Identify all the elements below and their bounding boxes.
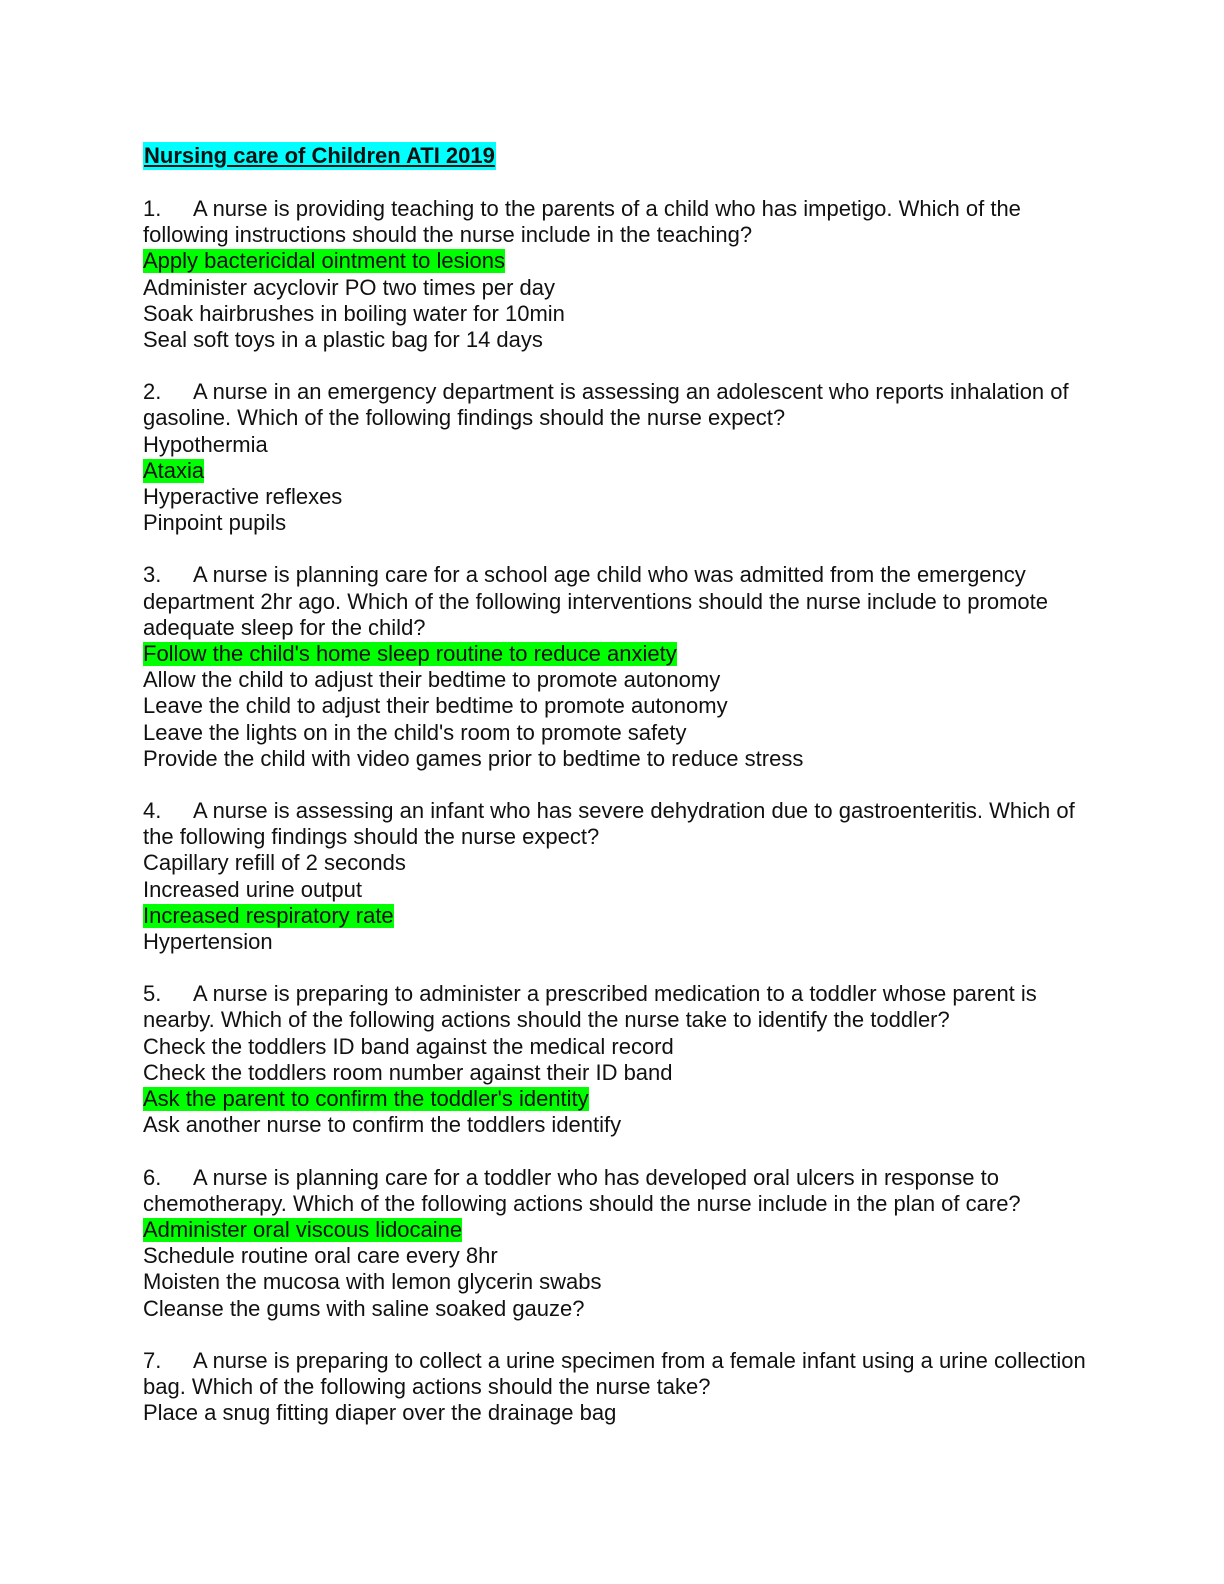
answer-option bbox=[143, 432, 1103, 458]
question-text: A nurse is assessing an infant who has severe dehydration due to gastroenteritis. Which of the following findings should the nurse expect? bbox=[143, 798, 1075, 850]
question-text: A nurse is planning care for a school age child who was admitted from the emergency department 2hr ago. Which of the following interventions should the nurse include to promote adequate sleep for the child? bbox=[143, 562, 1048, 640]
answer-option-text: Administer oral viscous lidocaine bbox=[143, 1216, 463, 1242]
answer-option-correct bbox=[143, 1086, 1103, 1112]
answer-option-text: Follow the child's home sleep routine to reduce anxiety bbox=[143, 641, 677, 667]
question-number: 4. bbox=[143, 798, 162, 824]
answer-option-text: Ask the parent to confirm the toddler's identity bbox=[143, 1086, 589, 1112]
question-block bbox=[143, 379, 1103, 536]
question-block bbox=[143, 1348, 1103, 1427]
question-text: A nurse in an emergency department is assessing an adolescent who reports inhalation of gasoline. Which of the following findings should the nurse expect? bbox=[143, 379, 1069, 431]
answer-option bbox=[143, 1269, 1103, 1295]
answer-option bbox=[143, 301, 1103, 327]
answer-option-text: Check the toddlers room number against their ID band bbox=[143, 1059, 673, 1085]
answer-option bbox=[143, 327, 1103, 353]
answer-option bbox=[143, 667, 1103, 693]
answer-option-text: Schedule routine oral care every 8hr bbox=[143, 1243, 498, 1269]
answer-option-text: Hypothermia bbox=[143, 431, 268, 457]
answer-option-text: Leave the lights on in the child's room to promote safety bbox=[143, 719, 687, 745]
answer-option-text: Provide the child with video games prior to bedtime to reduce stress bbox=[143, 745, 804, 771]
answer-option-text: Allow the child to adjust their bedtime to promote autonomy bbox=[143, 667, 721, 693]
answer-options bbox=[143, 1400, 1103, 1426]
answer-option-text: Apply bactericidal ointment to lesions bbox=[143, 248, 505, 274]
answer-option-text: Increased urine output bbox=[143, 876, 362, 902]
answer-option bbox=[143, 275, 1103, 301]
answer-option-text: Hyperactive reflexes bbox=[143, 484, 343, 510]
answer-option-text: Moisten the mucosa with lemon glycerin swabs bbox=[143, 1269, 602, 1295]
answer-option-text: Seal soft toys in a plastic bag for 14 days bbox=[143, 327, 543, 353]
question-block bbox=[143, 196, 1103, 353]
answer-option-text: Leave the child to adjust their bedtime to promote autonomy bbox=[143, 693, 728, 719]
answer-option bbox=[143, 929, 1103, 955]
answer-option-correct bbox=[143, 458, 1103, 484]
question-text: A nurse is planning care for a toddler who has developed oral ulcers in response to chemotherapy. Which of the following actions should the nurse include in the plan of care? bbox=[143, 1164, 1021, 1216]
answer-option bbox=[143, 850, 1103, 876]
question-stem bbox=[143, 196, 1103, 248]
answer-option bbox=[143, 746, 1103, 772]
answer-option-text: Capillary refill of 2 seconds bbox=[143, 850, 406, 876]
question-number: 1. bbox=[143, 196, 162, 221]
question-block bbox=[143, 798, 1103, 955]
document-page bbox=[143, 142, 1103, 1452]
answer-option-text: Increased respiratory rate bbox=[143, 902, 394, 928]
answer-option bbox=[143, 1112, 1103, 1138]
question-stem bbox=[143, 1348, 1103, 1400]
answer-option bbox=[143, 877, 1103, 903]
answer-option bbox=[143, 510, 1103, 536]
answer-option bbox=[143, 720, 1103, 746]
answer-option-text: Ataxia bbox=[143, 457, 205, 483]
question-text: A nurse is preparing to collect a urine specimen from a female infant using a urine collection bag. Which of the following actions should the nurse take? bbox=[143, 1347, 1086, 1399]
answer-option bbox=[143, 693, 1103, 719]
question-number: 2. bbox=[143, 379, 162, 405]
question-stem bbox=[143, 981, 1103, 1033]
answer-option bbox=[143, 1243, 1103, 1269]
answer-option-correct bbox=[143, 903, 1103, 929]
question-number: 6. bbox=[143, 1164, 162, 1190]
question-block bbox=[143, 1165, 1103, 1322]
answer-option bbox=[143, 1060, 1103, 1086]
answer-option-correct bbox=[143, 641, 1103, 667]
answer-option-text: Ask another nurse to confirm the toddlers identify bbox=[143, 1112, 622, 1138]
answer-option-text: Hypertension bbox=[143, 929, 273, 955]
question-number: 5. bbox=[143, 981, 162, 1007]
answer-option bbox=[143, 1034, 1103, 1060]
question-stem bbox=[143, 1165, 1103, 1217]
answer-option-correct bbox=[143, 248, 1103, 274]
question-text: A nurse is preparing to administer a prescribed medication to a toddler whose parent is nearby. Which of the following actions should the nurse take to identify the toddler? bbox=[143, 981, 1037, 1033]
answer-option-correct bbox=[143, 1217, 1103, 1243]
answer-options bbox=[143, 850, 1103, 955]
answer-option bbox=[143, 1296, 1103, 1322]
question-text: A nurse is providing teaching to the parents of a child who has impetigo. Which of the following instructions should the nurse include in the teaching? bbox=[143, 196, 1021, 248]
answer-option-text: Place a snug fitting diaper over the drainage bag bbox=[143, 1400, 617, 1426]
document-title: Nursing care of Children ATI 2019 bbox=[144, 143, 495, 168]
answer-option-text: Cleanse the gums with saline soaked gauze? bbox=[143, 1295, 585, 1321]
answer-options bbox=[143, 1217, 1103, 1322]
question-block bbox=[143, 562, 1103, 772]
question-stem bbox=[143, 379, 1103, 431]
question-stem bbox=[143, 798, 1103, 850]
answer-options bbox=[143, 248, 1103, 353]
answer-option-text: Check the toddlers ID band against the medical record bbox=[143, 1033, 674, 1059]
question-number: 7. bbox=[143, 1347, 162, 1373]
answer-option-text: Pinpoint pupils bbox=[143, 510, 287, 536]
question-number: 3. bbox=[143, 562, 162, 588]
question-stem bbox=[143, 562, 1103, 641]
question-block bbox=[143, 981, 1103, 1138]
answer-option bbox=[143, 1400, 1103, 1426]
answer-option-text: Soak hairbrushes in boiling water for 10min bbox=[143, 300, 565, 326]
answer-option bbox=[143, 484, 1103, 510]
answer-options bbox=[143, 432, 1103, 537]
answer-options bbox=[143, 1034, 1103, 1139]
question-list bbox=[143, 196, 1103, 1426]
answer-options bbox=[143, 641, 1103, 772]
answer-option-text: Administer acyclovir PO two times per day bbox=[143, 274, 556, 300]
